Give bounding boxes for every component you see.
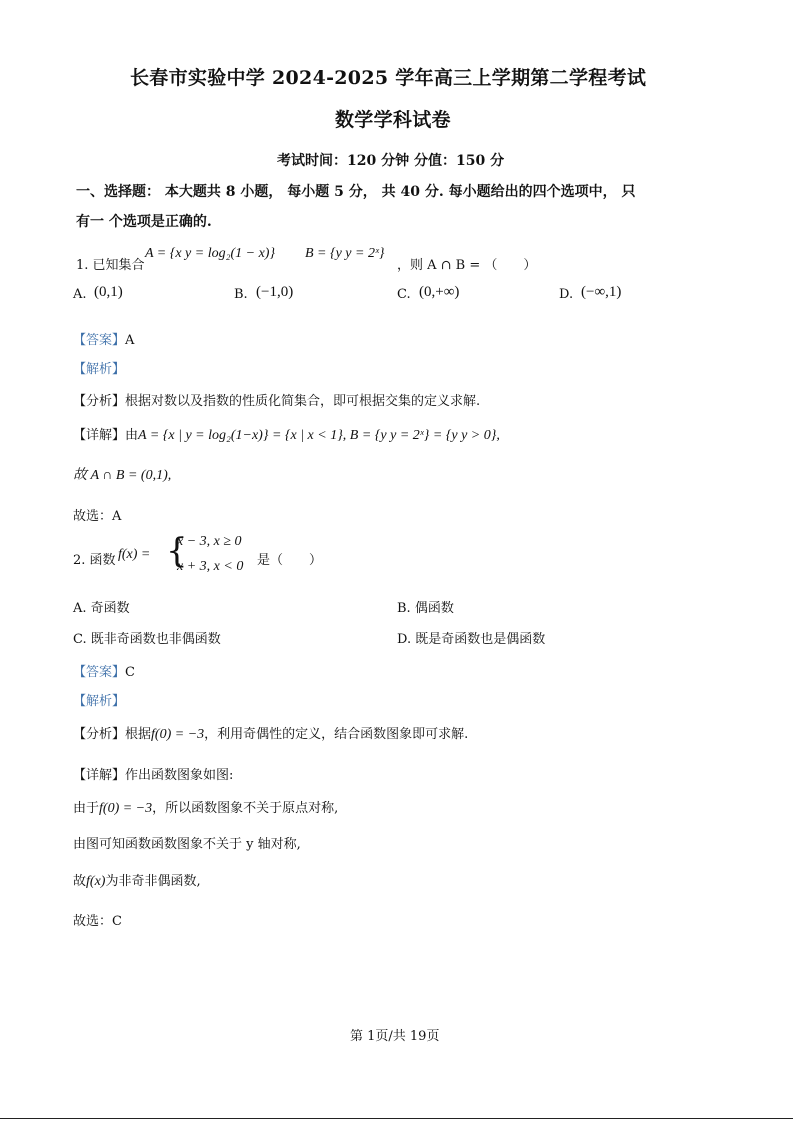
page-title: 长春市实验中学 2024-2025 学年高三上学期第二学程考试 [130, 67, 647, 89]
detail-tag: 【详解】 [73, 768, 126, 783]
q2-option-c: C. 既非奇函数也非偶函数 [73, 632, 221, 647]
fenxi-math: f(0) = −3 [151, 727, 205, 742]
q1-fenxi [73, 390, 480, 409]
fenxi-prefix: 根据 [125, 727, 152, 742]
detail-text: 作出函数图象如图: [125, 768, 234, 783]
q2-choice: 故选：C [73, 914, 122, 929]
q2-detail2: 由于f(0) = −3，所以函数图象不关于原点对称, [73, 801, 339, 816]
q1-option-a-value: (0,1) [94, 284, 123, 300]
q1-suffix: ，则 A ∩ B = （ ） [397, 258, 537, 273]
q2-detail4: 故f(x)为非奇非偶函数, [73, 874, 201, 889]
q2-case1: x − 3, x ≥ 0 [177, 534, 242, 549]
fenxi-tag: 【分析】 [73, 727, 126, 742]
fenxi-suffix: ，利用奇偶性的定义，结合函数图象即可求解. [204, 727, 469, 742]
q2-option-a: A. 奇函数 [73, 601, 130, 616]
detail-tag: 【详解】 [73, 428, 126, 443]
page-subtitle: 数学学科试卷 [335, 109, 451, 131]
fenxi-text: 根据对数以及指数的性质化简集合，即可根据交集的定义求解. [125, 394, 481, 409]
bottom-divider [0, 1118, 793, 1119]
q2-detail1 [73, 764, 233, 783]
page-number: 第 1页/共 19页 [350, 1029, 440, 1044]
section-heading-line1: 一、选择题： 本大题共 8 小题， 每小题 5 分， 共 40 分. 每小题给出的四个选项中， 只 [76, 184, 636, 200]
q2-suffix: 是（ ） [257, 553, 323, 568]
answer-tag: 【答案】 [73, 665, 126, 680]
q2-option-b: B. 偶函数 [397, 601, 454, 616]
q2-prefix: 2. 函数 [73, 553, 116, 568]
q2-fenxi [73, 723, 468, 743]
answer-value: A [125, 333, 135, 348]
answer-value: C [125, 665, 135, 680]
q1-option-c-label: C. [397, 287, 411, 302]
q2-analysis-tag: 【解析】 [73, 694, 126, 709]
q1-prefix: 1. 已知集合 [76, 258, 145, 273]
detail-prefix: 由 [125, 428, 139, 443]
q1-option-d-label: D. [559, 287, 574, 302]
q1-detail [73, 424, 500, 444]
conclusion-text: 故 A ∩ B = (0,1), [73, 468, 172, 483]
q2-case2: x + 3, x < 0 [177, 559, 244, 574]
q1-option-a-label: A. [73, 287, 87, 302]
fenxi-tag: 【分析】 [73, 394, 126, 409]
q1-conclusion [73, 464, 171, 484]
q2-detail3: 由图可知函数函数图象不关于 y 轴对称, [73, 837, 301, 852]
q1-option-b-label: B. [234, 287, 248, 302]
q2-brace: { [166, 531, 188, 571]
q2-func: f(x) = [118, 547, 151, 562]
answer-tag: 【答案】 [73, 333, 126, 348]
section-heading-line2: 有一 个选项是正确的. [76, 214, 212, 230]
q1-option-c-value: (0,+∞) [419, 284, 460, 300]
q1-answer [73, 329, 134, 348]
q1-set-a: A = {x y = log₂(1 − x)} [145, 246, 276, 261]
q1-option-d-value: (−∞,1) [581, 284, 622, 300]
q1-analysis-tag: 【解析】 [73, 362, 126, 377]
exam-info: 考试时间：120 分钟 分值：150 分 [277, 153, 505, 169]
q1-set-b: B = {y y = 2ˣ} [305, 246, 385, 261]
q1-choice: 故选：A [73, 509, 122, 524]
q2-option-d: D. 既是奇函数也是偶函数 [397, 632, 546, 647]
q2-answer [73, 661, 135, 680]
detail-math: A = {x | y = log₂(1−x)} = {x | x < 1}, B = {y y = 2ˣ} = {y y > 0}, [138, 428, 500, 443]
q1-option-b-value: (−1,0) [256, 284, 294, 300]
